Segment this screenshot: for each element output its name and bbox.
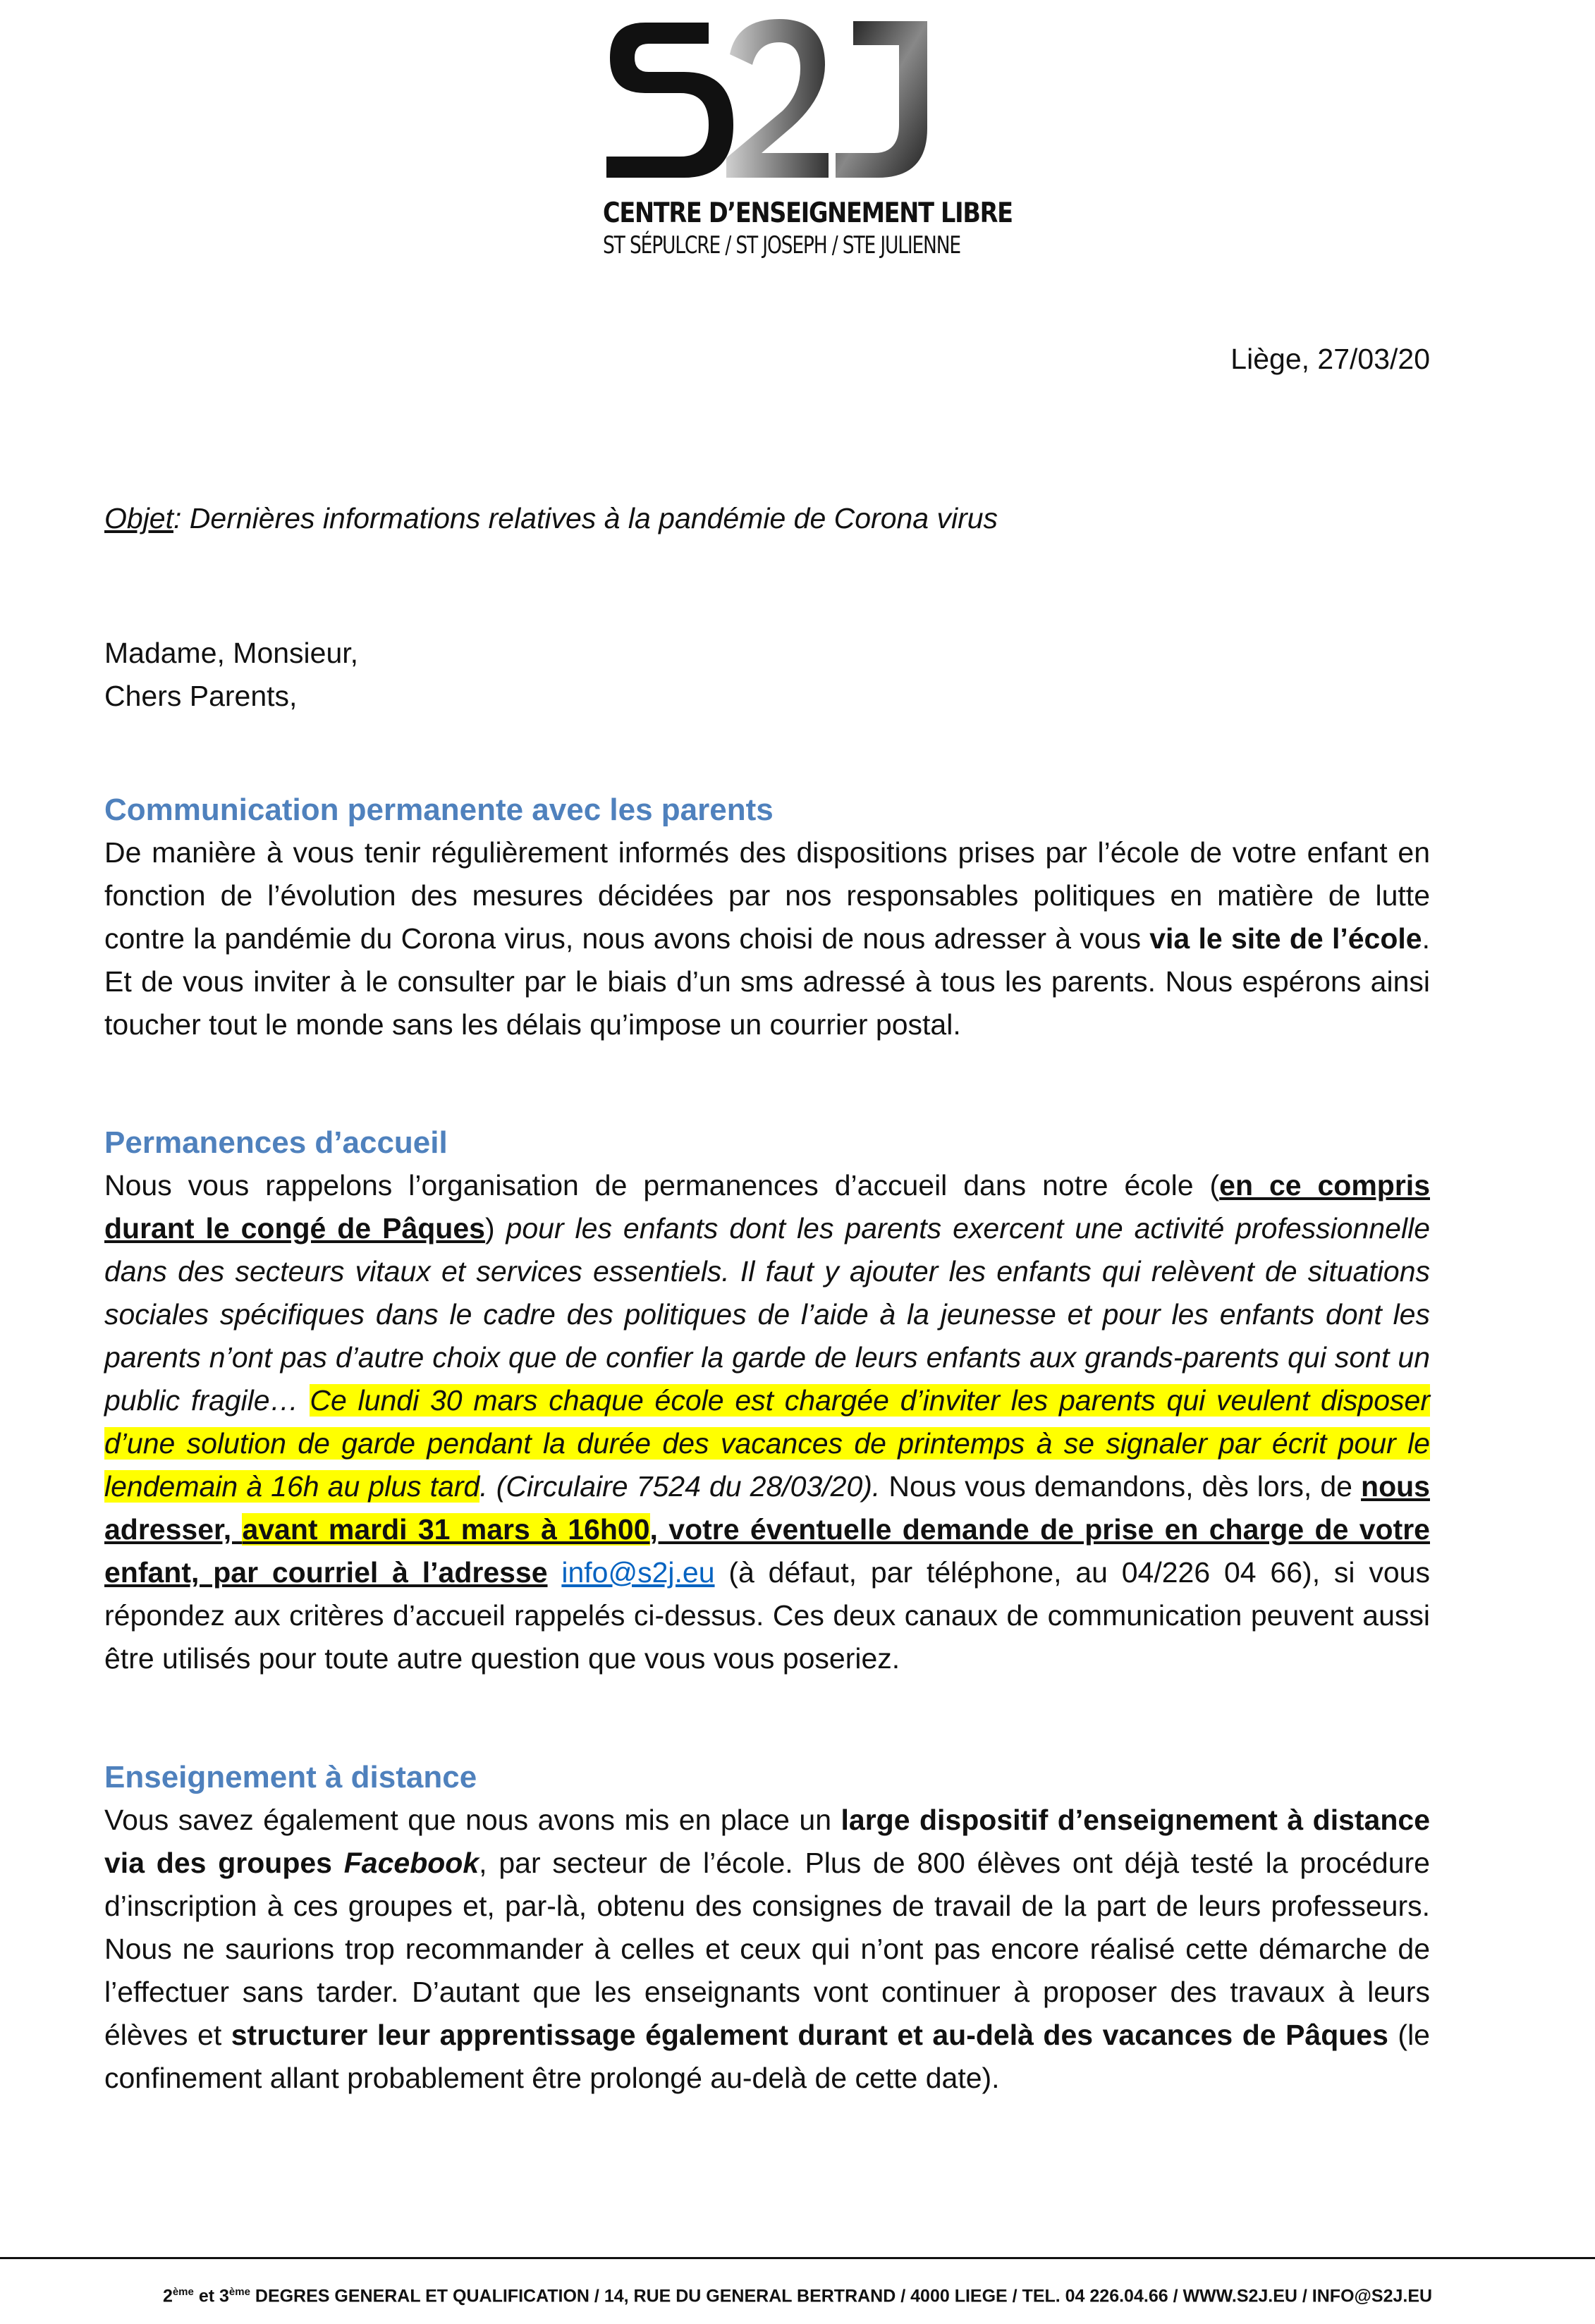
paragraph-bold: large dispositif d’enseignement à distance via des groupes xyxy=(104,1804,1430,1879)
paragraph-text: ) xyxy=(484,1212,506,1244)
section-paragraph xyxy=(104,1799,1430,2100)
letter-date: Liège, 27/03/20 xyxy=(1230,343,1430,375)
paragraph-text: , par secteur de l’école. Plus de 800 élèves ont déjà testé la procédure d’inscription à ces groupes et, par-là, obtenu des consignes de travail de la part de leurs professeurs. Nous ne saurions trop recommander à celles et ceux qui n’ont pas encore réalisé cette démarche de l’effectuer sans tarder. D’autant que les enseignants vont continuer à proposer des travaux à leurs élèves et xyxy=(104,1847,1430,2051)
paragraph-text: (le confinement allant probablement être prolongé au-delà de cette date). xyxy=(104,2019,1430,2094)
paragraph-bold-underline: , votre éventuelle demande de prise en charge de votre enfant, par courriel à l’adresse xyxy=(104,1513,1430,1589)
paragraph-bold-underline: nous adresser, xyxy=(104,1470,1430,1546)
greeting-line2: Chers Parents, xyxy=(104,680,298,712)
subject-label: Objet xyxy=(104,502,173,534)
paragraph-text: Nous vous demandons, dès lors, de xyxy=(880,1470,1362,1503)
section-paragraph xyxy=(104,831,1430,1046)
section-permanences xyxy=(104,1121,1430,1680)
paragraph-text: Vous savez également que nous avons mis en place un xyxy=(104,1804,841,1836)
footer-sup: ème xyxy=(172,2286,194,2298)
section-paragraph xyxy=(104,1164,1430,1680)
section-heading: Permanences d’accueil xyxy=(104,1125,448,1160)
letterhead-line1: CENTRE D’ENSEIGNEMENT LIBRE xyxy=(603,197,1013,229)
section-communication xyxy=(104,788,1430,1046)
s2j-logo-icon xyxy=(603,8,934,192)
paragraph-bold: structurer leur apprentissage également durant et au-delà des vacances de Pâques xyxy=(231,2019,1388,2051)
footer-text: 2 xyxy=(162,2286,173,2306)
paragraph-text: Nous vous rappelons l’organisation de permanences d’accueil dans notre école ( xyxy=(104,1169,1220,1201)
paragraph-italic: . (Circulaire 7524 du 28/03/20). xyxy=(479,1470,881,1503)
paragraph-text xyxy=(548,1556,562,1589)
subject-text: : Dernières informations relatives à la pandémie de Corona virus xyxy=(173,502,998,534)
paragraph-text: (à défaut, par téléphone, au 04/226 04 66), si vous répondez aux critères d’accueil rappelés ci-dessus. Ces deux canaux de communication peuvent aussi être utilisés pour toute autre question que vous vous poseriez. xyxy=(104,1556,1430,1675)
letter-subject xyxy=(104,502,998,535)
greeting xyxy=(104,632,358,718)
section-heading: Communication permanente avec les parents xyxy=(104,793,774,827)
email-link[interactable]: info@s2j.eu xyxy=(561,1556,715,1589)
footer-text: et 3 xyxy=(193,2286,229,2306)
footer-address xyxy=(0,2286,1595,2306)
paragraph-bold: via le site de l’école xyxy=(1149,922,1422,955)
section-distance-learning xyxy=(104,1756,1430,2100)
footer-text: DEGRES GENERAL ET QUALIFICATION / 14, RUE DU GENERAL BERTRAND / 4000 LIEGE / TEL. 04 226.04.66 / WWW.S2J.EU / INFO@S2J.EU xyxy=(250,2286,1433,2306)
footer-divider xyxy=(0,2257,1595,2259)
footer-sup: ème xyxy=(228,2286,250,2298)
paragraph-italic: pour les enfants dont les parents exercent une activité professionnelle dans des secteurs vitaux et services essentiels. Il faut y ajouter les enfants qui relèvent de situations sociales spécifiques dans le cadre des politiques de l’aide à la jeunesse et pour les enfants dont les parents n’ont pas d’autre choix que de confier la garde de leurs enfants aux grands-parents qui sont un public fragile… xyxy=(104,1212,1431,1417)
paragraph-deadline-highlight: avant mardi 31 mars à 16h00 xyxy=(242,1513,650,1546)
section-heading: Enseignement à distance xyxy=(104,1760,477,1794)
letterhead-line2: ST SÉPULCRE / ST JOSEPH / STE JULIENNE xyxy=(603,231,960,259)
paragraph-highlight: Ce lundi 30 mars chaque école est chargée d’inviter les parents qui veulent disposer d’une solution de garde pendant la durée des vacances de printemps à se signaler par écrit pour le lendemain à 16h au plus tard xyxy=(104,1384,1430,1503)
school-logo xyxy=(603,8,1013,262)
greeting-line1: Madame, Monsieur, xyxy=(104,637,359,669)
paragraph-bold-italic: Facebook xyxy=(343,1847,479,1879)
paragraph-text: De manière à vous tenir régulièrement informés des dispositions prises par l’école de votre enfant en fonction de l’évolution des mesures décidées par nos responsables politiques en matière de lutte contre la pandémie du Corona virus, nous avons choisi de nous adresser à vous xyxy=(104,836,1430,955)
paragraph-text: . Et de vous inviter à le consulter par le biais d’un sms adressé à tous les parents. Nous espérons ainsi toucher tout le monde sans les délais qu’impose un courrier postal. xyxy=(104,922,1431,1041)
paragraph-bold-underline: en ce compris durant le congé de Pâques xyxy=(104,1169,1430,1244)
